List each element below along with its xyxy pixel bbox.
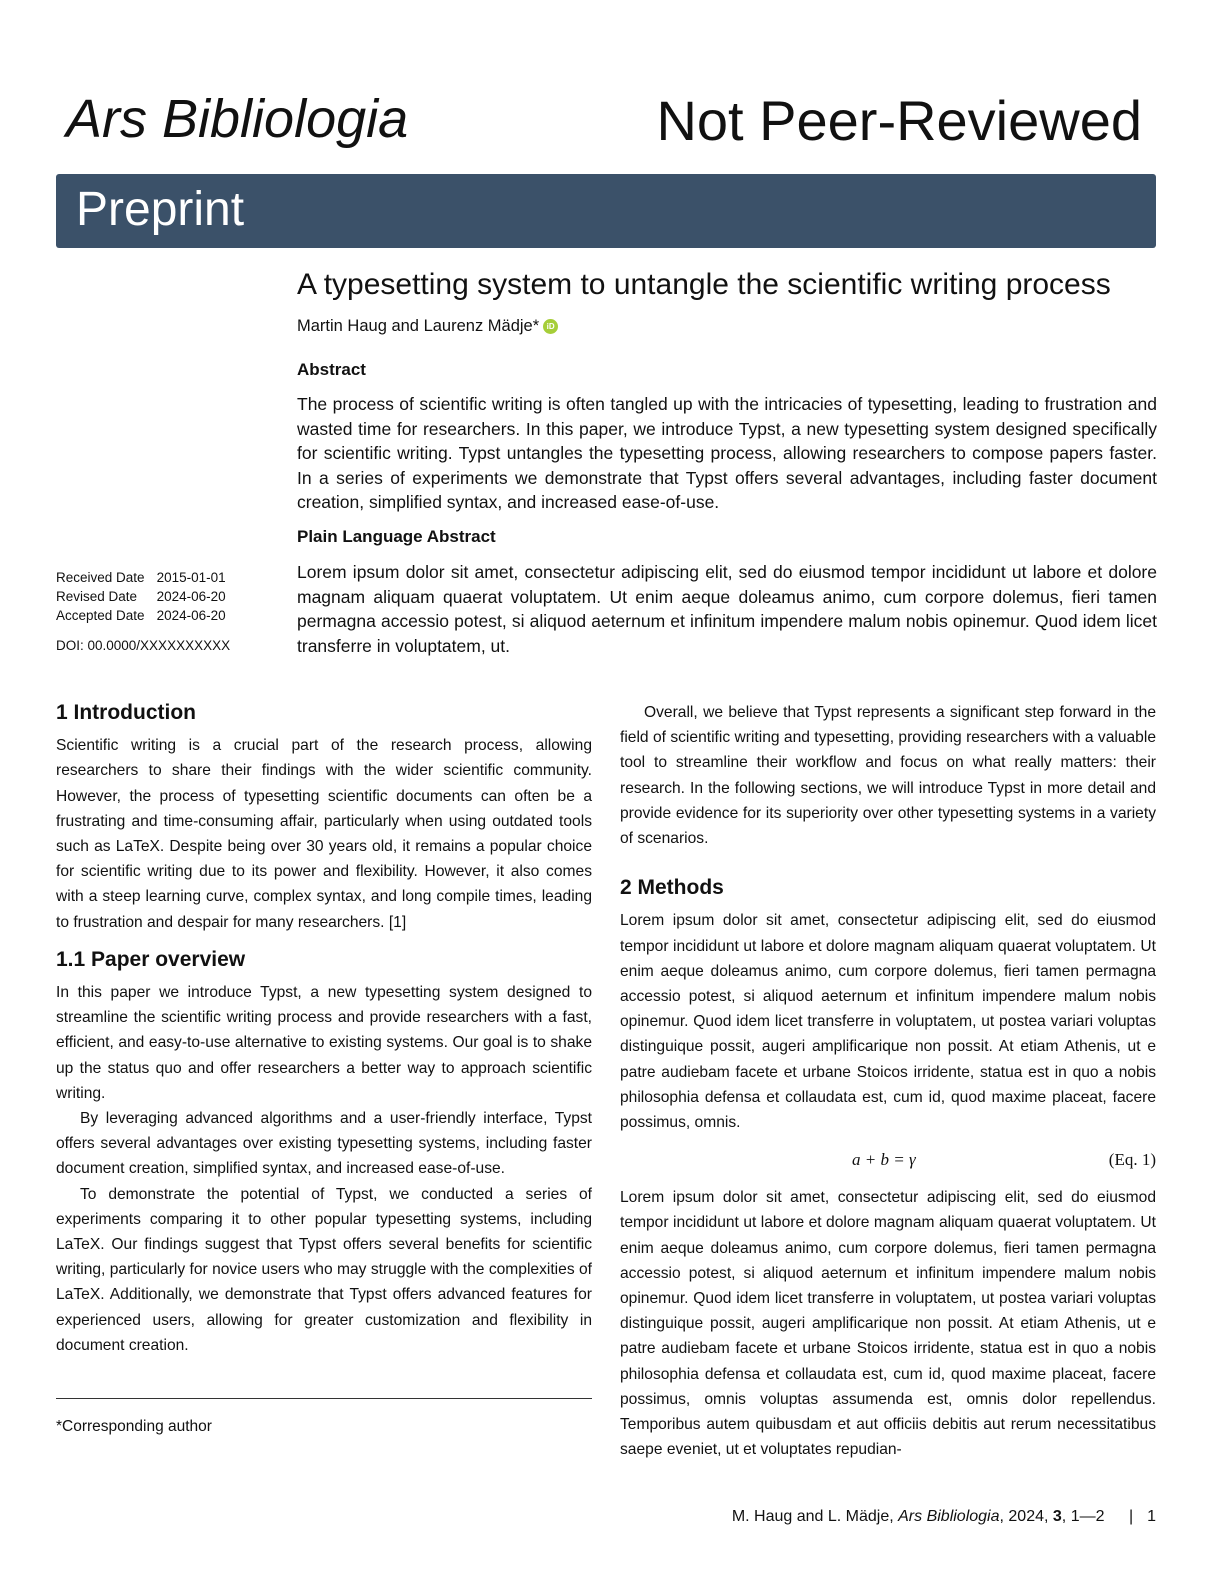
abstract-heading: Abstract (297, 360, 366, 379)
footer-year: , 2024, (999, 1508, 1053, 1525)
abstract-text: The process of scientific writing is often tangled up with the intricacies of typesetting, leading to frustration and wasted time for researchers. In this paper, we introduce Typst, a new typesetting system designed specifically for scientific writing. Typst untangles the typesetting process, allowing researchers to compose papers faster. In a series of experiments we demonstrate that Typst offers several advantages, including faster document creation, simplified syntax, and increased ease-of-use. (297, 394, 1157, 512)
footer-journal: Ars Bibliologia (898, 1508, 1000, 1525)
page-number: 1 (1147, 1508, 1156, 1525)
right-column (620, 700, 1156, 1462)
subsection-heading: 1.1 Paper overview (56, 947, 246, 971)
plain-abstract-text: Lorem ipsum dolor sit amet, consectetur adipiscing elit, sed do eiusmod tempor incididunt ut labore et dolore magnam aliquam quaerat voluptatem. Ut enim aeque doleamus animo, cum corpore dolemus, fieri tamen permagna accessio potest, si aliquod aeternum et infinitum impendere malum nobis opinemur. Quod idem licet transferre in voluptatem, ut. (297, 562, 1157, 656)
page-footer (732, 1508, 1156, 1526)
paragraph: Overall, we believe that Typst represents a significant step forward in the field of scientific writing and typesetting, providing researchers with a valuable tool to streamline their workflow and focus on what really matters: their research. In the following sections, we will introduce Typst in more detail and provide evidence for its superiority over other typesetting systems in a variety of scenarios. (620, 704, 1156, 848)
article-dates (56, 568, 238, 625)
paragraph: Scientific writing is a crucial part of the research process, allowing researchers to share their findings with the wider scientific community. However, the process of typesetting scientific documents can often be a frustrating and time-consuming affair, particularly when using outdated tools such as LaTeX. Despite being over 30 years old, it remains a popular choice for scientific writing due to its power and flexibility. However, it also comes with a steep learning curve, complex syntax, and long compile times, leading to frustration and despair for many researchers. [1] (56, 737, 592, 931)
journal-name: Ars Bibliologia (66, 89, 409, 149)
paragraph: By leveraging advanced algorithms and a user-friendly interface, Typst offers several advantages over existing typesetting systems, including faster document creation, simplified syntax, and increased ease-of-use. (56, 1110, 592, 1178)
authors (297, 317, 558, 336)
footnote: *Corresponding author (56, 1418, 212, 1435)
paragraph: To demonstrate the potential of Typst, we conducted a series of experiments comparing it to other popular typesetting systems, including LaTeX. Our findings suggest that Typst offers several benefits for scientific writing, particularly for novice users who may struggle with the complexities of LaTeX. Additionally, we demonstrate that Typst offers advanced features for experienced users, allowing for greater customization and flexibility in document creation. (56, 1185, 592, 1354)
left-column (56, 700, 592, 1358)
equation (620, 1135, 1156, 1185)
date-value: 2024-06-20 (156, 608, 226, 623)
date-label: Revised Date (56, 589, 138, 604)
review-status: Not Peer-Reviewed (656, 89, 1142, 152)
section-heading: 1 Introduction (56, 701, 196, 724)
footnote-rule (56, 1398, 592, 1399)
plain-abstract-heading: Plain Language Abstract (297, 527, 496, 546)
doi: DOI: 00.0000/XXXXXXXXXX (56, 638, 231, 653)
paragraph: Lorem ipsum dolor sit amet, consectetur adipiscing elit, sed do eiusmod tempor incididunt ut labore et dolore magnam aliquam quaerat voluptatem. Ut enim aeque doleamus animo, cum corpore dolemus, fieri tamen permagna accessio potest, si aliquod aeternum et infinitum impendere malum nobis opinemur. Quod idem licet transferre in voluptatem, ut postea variari voluptas distinguique possit, augeri amplificarique non possit. At etiam Athenis, ut e patre audiebam facete et urbane Stoicos irridente, statua est in quo a nobis philosophia defensa et collaudata est, cum id, quod maxime placeat, facere possimus, omnis voluptas assumenda est, omnis dolor repellendus. Temporibus autem quibusdam et aut officiis debitis aut rerum necessitatibus saepe eveniet, ut et voluptates repudian- (620, 1189, 1156, 1459)
footer-volume: 3 (1052, 1508, 1062, 1525)
author-names: Martin Haug and Laurenz Mädje* (297, 317, 540, 335)
equation-number: (Eq. 1) (1108, 1150, 1156, 1170)
orcid-icon[interactable]: iD (543, 319, 558, 334)
paragraph: In this paper we introduce Typst, a new typesetting system designed to streamline the scientific writing process and provide researchers with a fast, efficient, and easy-to-use alternative to existing systems. Our goal is to shake up the status quo and offer researchers a better way to approach scientific writing. (56, 984, 592, 1102)
banner-label: Preprint (76, 183, 245, 236)
footer-authors: M. Haug and L. Mädje, (731, 1508, 899, 1525)
footer-pages: , 1—2 (1061, 1508, 1105, 1525)
date-value: 2015-01-01 (156, 570, 226, 585)
date-value: 2024-06-20 (156, 589, 226, 604)
date-label: Accepted Date (56, 608, 145, 623)
paragraph: Lorem ipsum dolor sit amet, consectetur adipiscing elit, sed do eiusmod tempor incididunt ut labore et dolore magnam aliquam quaerat voluptatem. Ut enim aeque doleamus animo, cum corpore dolemus, fieri tamen permagna accessio potest, si aliquod aeternum et infinitum impendere malum nobis opinemur. Quod idem licet transferre in voluptatem, ut postea variari voluptas distinguique possit, augeri amplificarique non possit. At etiam Athenis, ut e patre audiebam facete et urbane Stoicos irridente, statua est in quo a nobis philosophia defensa et collaudata est, cum id, quod maxime placeat, facere possimus, omnis. (620, 912, 1156, 1132)
equation-formula: a + b = γ (852, 1150, 916, 1170)
article-title: A typesetting system to untangle the scientific writing process (297, 268, 1111, 301)
footer-separator: | (1128, 1508, 1134, 1525)
section-heading: 2 Methods (620, 876, 724, 900)
date-label: Received Date (56, 570, 145, 585)
preprint-banner (56, 174, 1156, 248)
